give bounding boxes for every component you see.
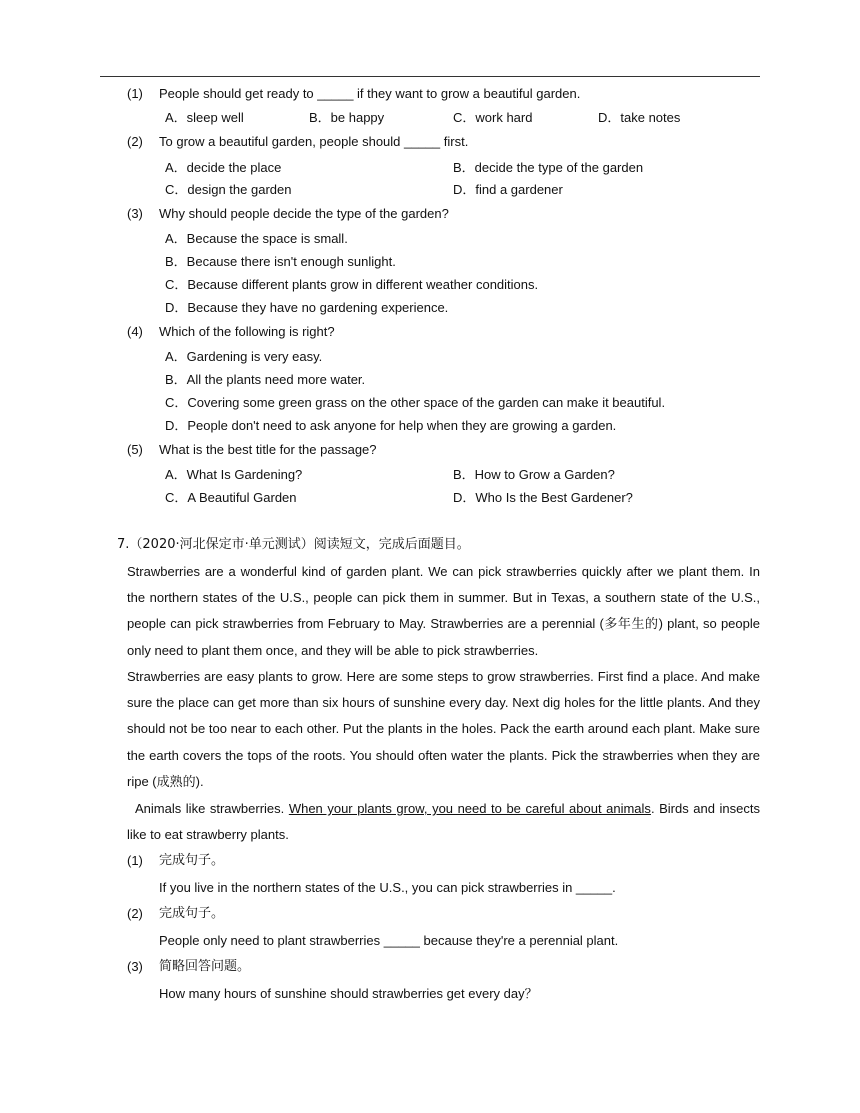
passage-paragraph-3 xyxy=(127,796,760,848)
q5-option-d[interactable]: D．Who Is the Best Gardener? xyxy=(453,490,633,505)
q1-option-c[interactable]: C．work hard xyxy=(453,110,533,125)
q3-option-b[interactable]: B．Because there isn't enough sunlight. xyxy=(165,254,396,269)
q4-option-b[interactable]: B．All the plants need more water. xyxy=(165,372,366,387)
q7-sub2-type: 完成句子。 xyxy=(159,906,225,921)
q7-sub3-type: 简略回答问题。 xyxy=(159,959,251,974)
q1-option-d[interactable]: D．take notes xyxy=(598,110,681,125)
q2-text: To grow a beautiful garden, people should _____ first. xyxy=(159,134,469,149)
q1-number: (1) xyxy=(127,86,143,101)
q3-text: Why should people decide the type of the garden? xyxy=(159,206,449,221)
q2-number: (2) xyxy=(127,134,143,149)
q7-sub3-number: (3) xyxy=(127,959,143,974)
q2-option-d[interactable]: D．find a gardener xyxy=(453,182,563,197)
paragraph-3-tail: . Birds and insects like to eat strawberry plants. xyxy=(127,801,760,843)
q4-number: (4) xyxy=(127,324,143,339)
paragraph-3-underlined-sentence: When your plants grow, you need to be careful about animals xyxy=(288,801,651,816)
q5-option-c[interactable]: C．A Beautiful Garden xyxy=(165,490,297,505)
q7-sub1-number: (1) xyxy=(127,853,143,868)
q5-number: (5) xyxy=(127,442,143,457)
q4-option-d[interactable]: D．People don't need to ask anyone for help when they are growing a garden. xyxy=(165,418,617,433)
paragraph-3-lead: Animals like strawberries. xyxy=(135,801,285,816)
q7-sub1-type: 完成句子。 xyxy=(159,853,225,868)
q5-text: What is the best title for the passage? xyxy=(159,442,377,457)
q4-text: Which of the following is right? xyxy=(159,324,335,339)
q3-option-d[interactable]: D．Because they have no gardening experience. xyxy=(165,300,449,315)
q1-text: People should get ready to _____ if they want to grow a beautiful garden. xyxy=(159,86,581,101)
passage-paragraph-2: Strawberries are easy plants to grow. Here are some steps to grow strawberries. First find a place. And make sure the place can get more than six hours of sunshine every day. Next dig holes for the little plants. And they should not be too near to each other. Put the plants in the holes. Pack the earth around each plant. Make sure the earth covers the tops of the roots. You should often water the plants. Pick the strawberries when they are ripe (成熟的). xyxy=(127,669,760,789)
q7-sub3-text: How many hours of sunshine should strawberries get every day？ xyxy=(159,986,538,1001)
q5-option-b[interactable]: B．How to Grow a Garden? xyxy=(453,467,615,482)
q7-heading: 7.（2020·河北保定市·单元测试）阅读短文，完成后面题目。 xyxy=(117,537,470,552)
q4-option-a[interactable]: A．Gardening is very easy. xyxy=(165,349,323,364)
q3-option-c[interactable]: C．Because different plants grow in different weather conditions. xyxy=(165,277,539,292)
q2-option-c[interactable]: C．design the garden xyxy=(165,182,292,197)
q5-option-a[interactable]: A．What Is Gardening? xyxy=(165,467,303,482)
q3-option-a[interactable]: A．Because the space is small. xyxy=(165,231,348,246)
q1-option-b[interactable]: B．be happy xyxy=(309,110,385,125)
q4-option-c[interactable]: C．Covering some green grass on the other space of the garden can make it beautiful. xyxy=(165,395,666,410)
q7-sub2-text: People only need to plant strawberries _____ because they're a perennial plant. xyxy=(159,933,619,948)
q7-sub1-text: If you live in the northern states of the U.S., you can pick strawberries in _____. xyxy=(159,880,616,895)
header-rule xyxy=(100,76,760,77)
q3-number: (3) xyxy=(127,206,143,221)
q1-option-a[interactable]: A．sleep well xyxy=(165,110,244,125)
q7-sub2-number: (2) xyxy=(127,906,143,921)
q2-option-b[interactable]: B．decide the type of the garden xyxy=(453,160,644,175)
passage-paragraph-1: Strawberries are a wonderful kind of garden plant. We can pick strawberries quickly after we plant them. In the northern states of the U.S., people can pick them in summer. But in Texas, a southern state of the U.S., people can pick strawberries from February to May. Strawberries are a perennial (多年生的) plant, so people only need to plant them once, and they will be able to pick strawberries. xyxy=(127,564,760,658)
q2-option-a[interactable]: A．decide the place xyxy=(165,160,282,175)
